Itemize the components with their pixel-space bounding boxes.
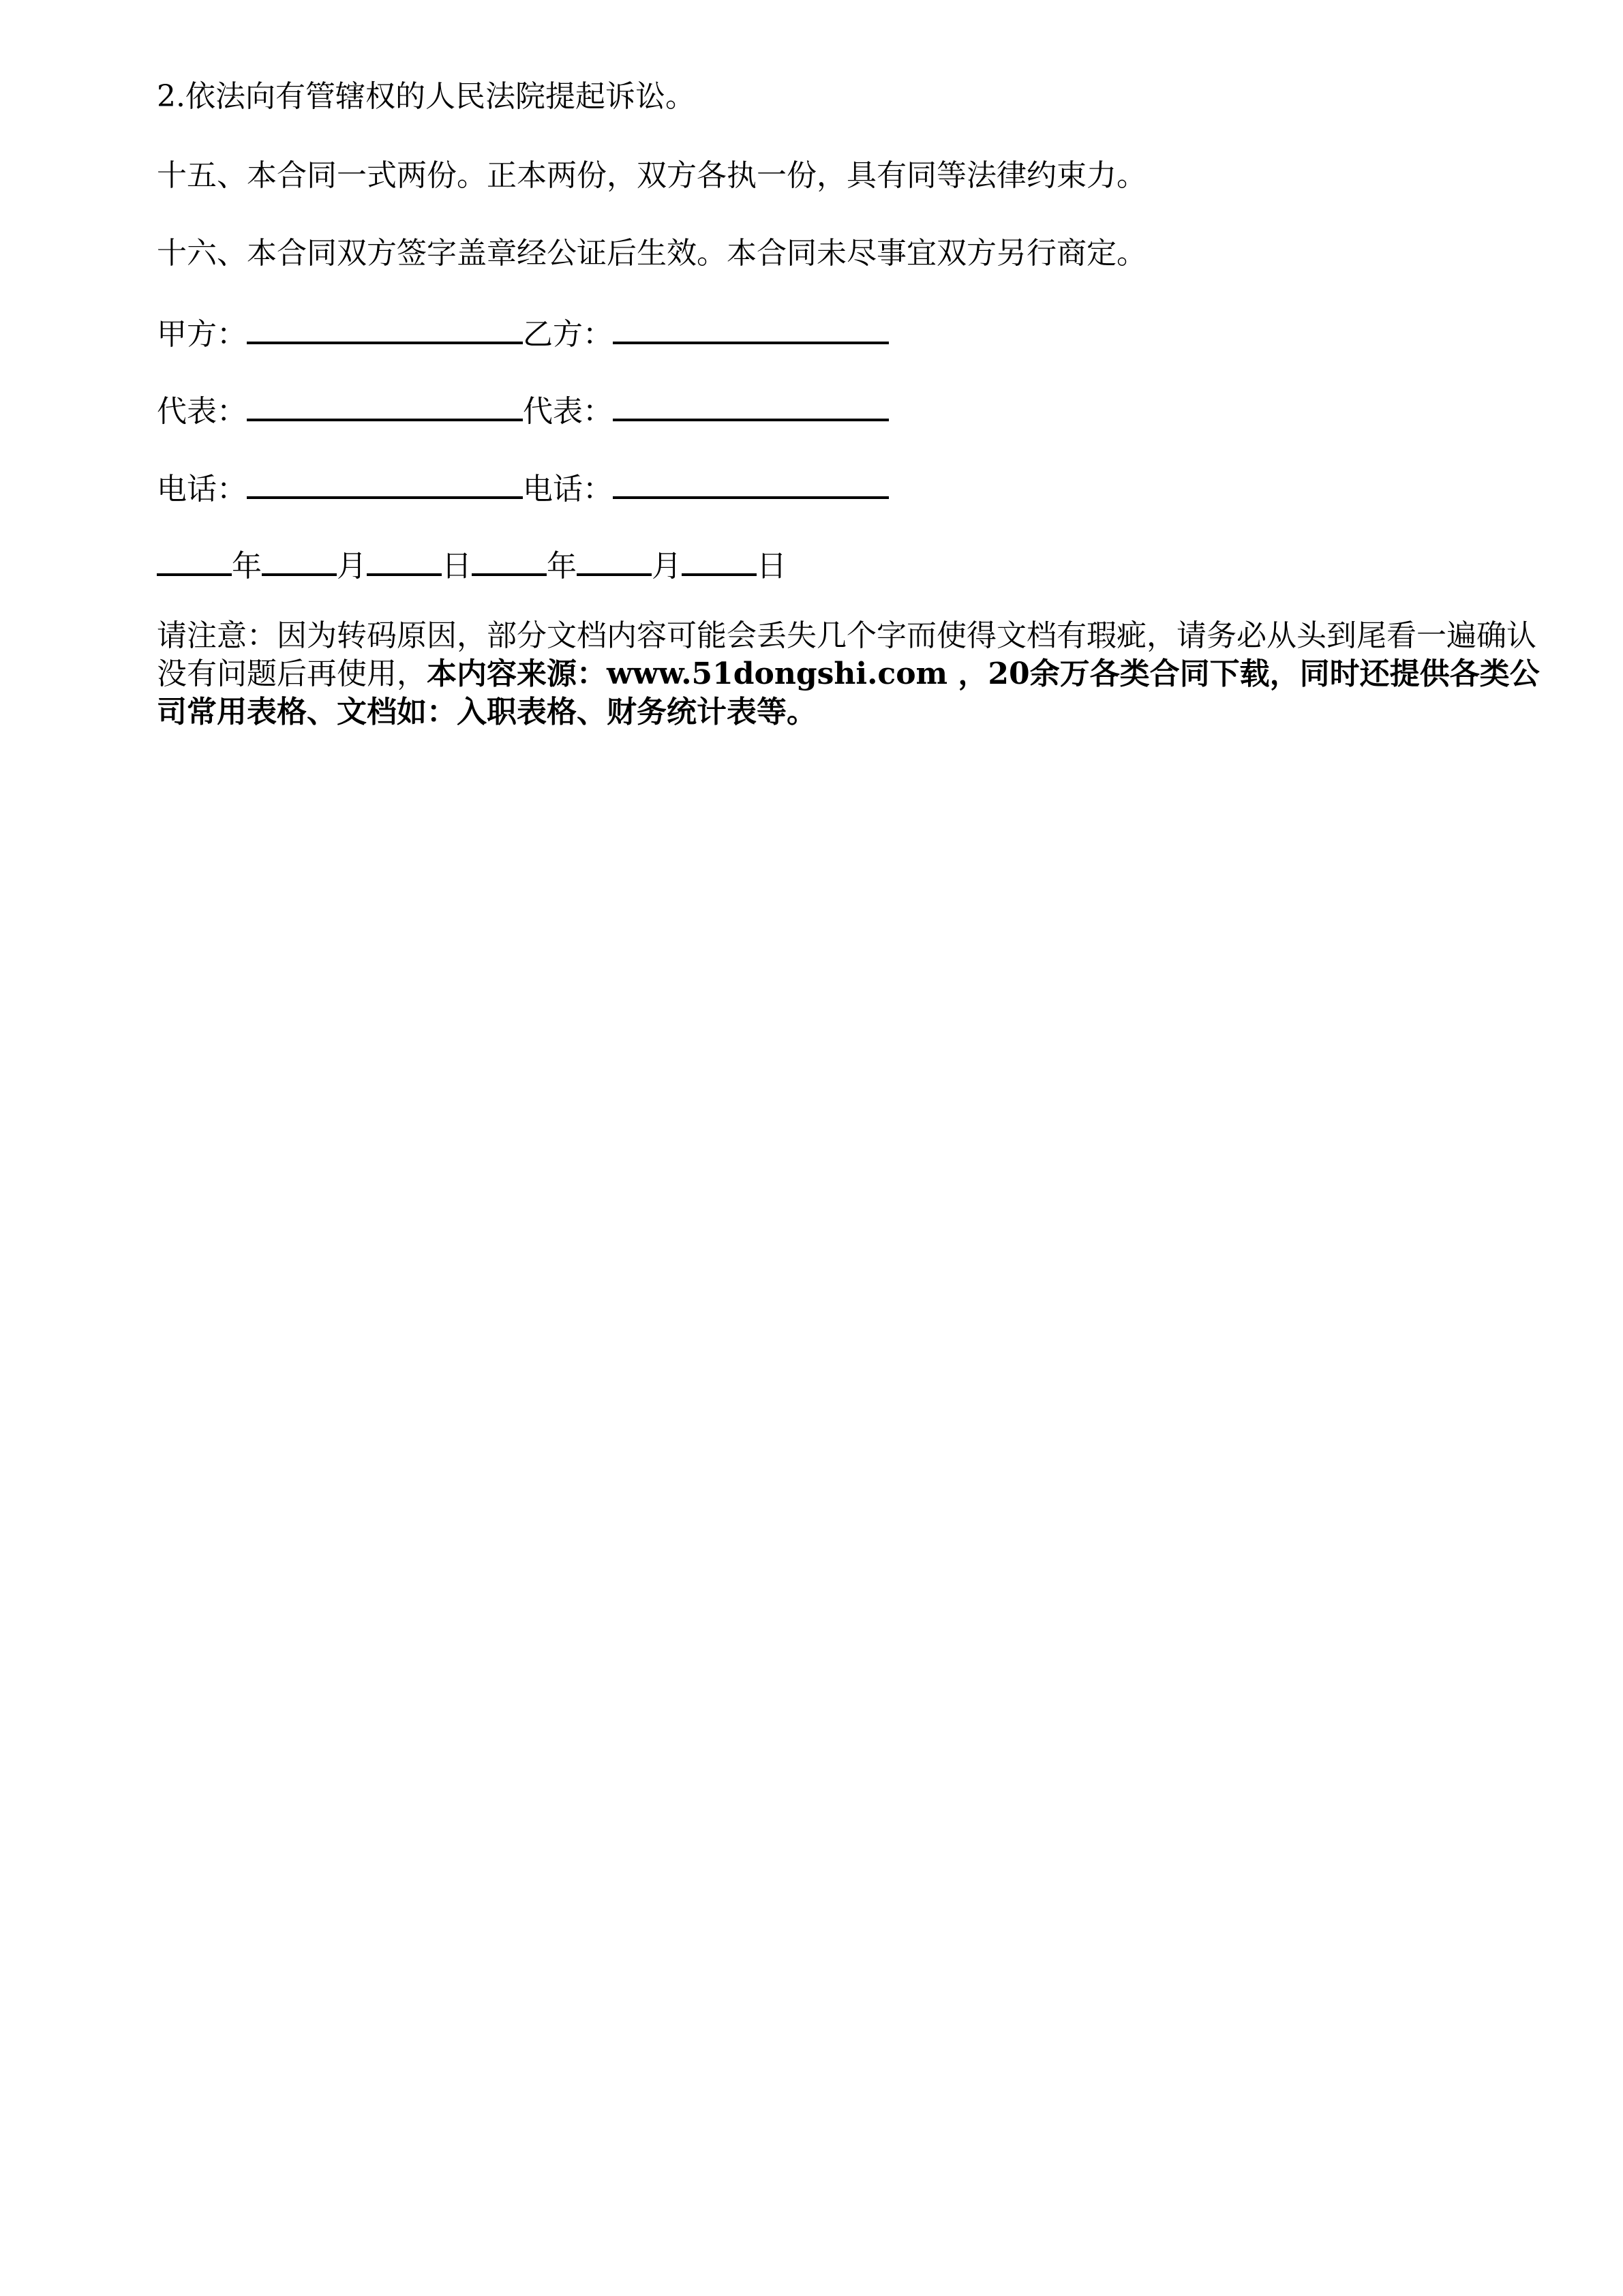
clause-16-effect: 十六、本合同双方签字盖章经公证后生效。本合同未尽事宜双方另行商定。 [157,236,1147,271]
signature-row-phone [157,465,889,510]
date-row [157,542,787,587]
rep-b-label: 代表： [523,394,613,429]
signature-row-representative [157,387,889,432]
month-blank-1 [262,542,337,576]
month-label-2: 月 [652,549,682,584]
phone-a-blank [247,465,523,499]
signature-row-party [157,310,889,355]
year-blank-2 [472,542,547,576]
phone-b-label: 电话： [523,472,613,507]
rep-b-blank [613,387,889,421]
rep-a-label: 代表： [157,394,247,429]
year-blank-1 [157,542,232,576]
party-b-label: 乙方： [523,317,613,352]
phone-b-blank [613,465,889,499]
notice-source-text: 本内容来源：www.51dongshi.com ，20余万各类合同下载，同时还提供各类公司常用表格、文档如：入职表格、财务统计表等。 [157,656,1540,729]
conversion-notice [157,617,1541,731]
party-a-label: 甲方： [157,317,247,352]
notice-plain-text: 请注意：因为转码原因，部分文档内容可能会丢失几个字而使得文档有瑕疵，请务必从头到尾看一遍确认没有问题后再使用， [157,618,1536,691]
clause-15-copies: 十五、本合同一式两份。正本两份，双方各执一份，具有同等法律约束力。 [157,158,1147,193]
year-label-2: 年 [547,549,577,584]
day-label-2: 日 [757,549,787,584]
clause-2-lawsuit: 2.依法向有管辖权的人民法院提起诉讼。 [157,79,695,114]
day-label-1: 日 [442,549,472,584]
rep-a-blank [247,387,523,421]
day-blank-1 [367,542,442,576]
year-label-1: 年 [232,549,262,584]
day-blank-2 [682,542,757,576]
phone-a-label: 电话： [157,472,247,507]
month-label-1: 月 [337,549,367,584]
party-a-blank [247,310,523,344]
party-b-blank [613,310,889,344]
month-blank-2 [577,542,652,576]
